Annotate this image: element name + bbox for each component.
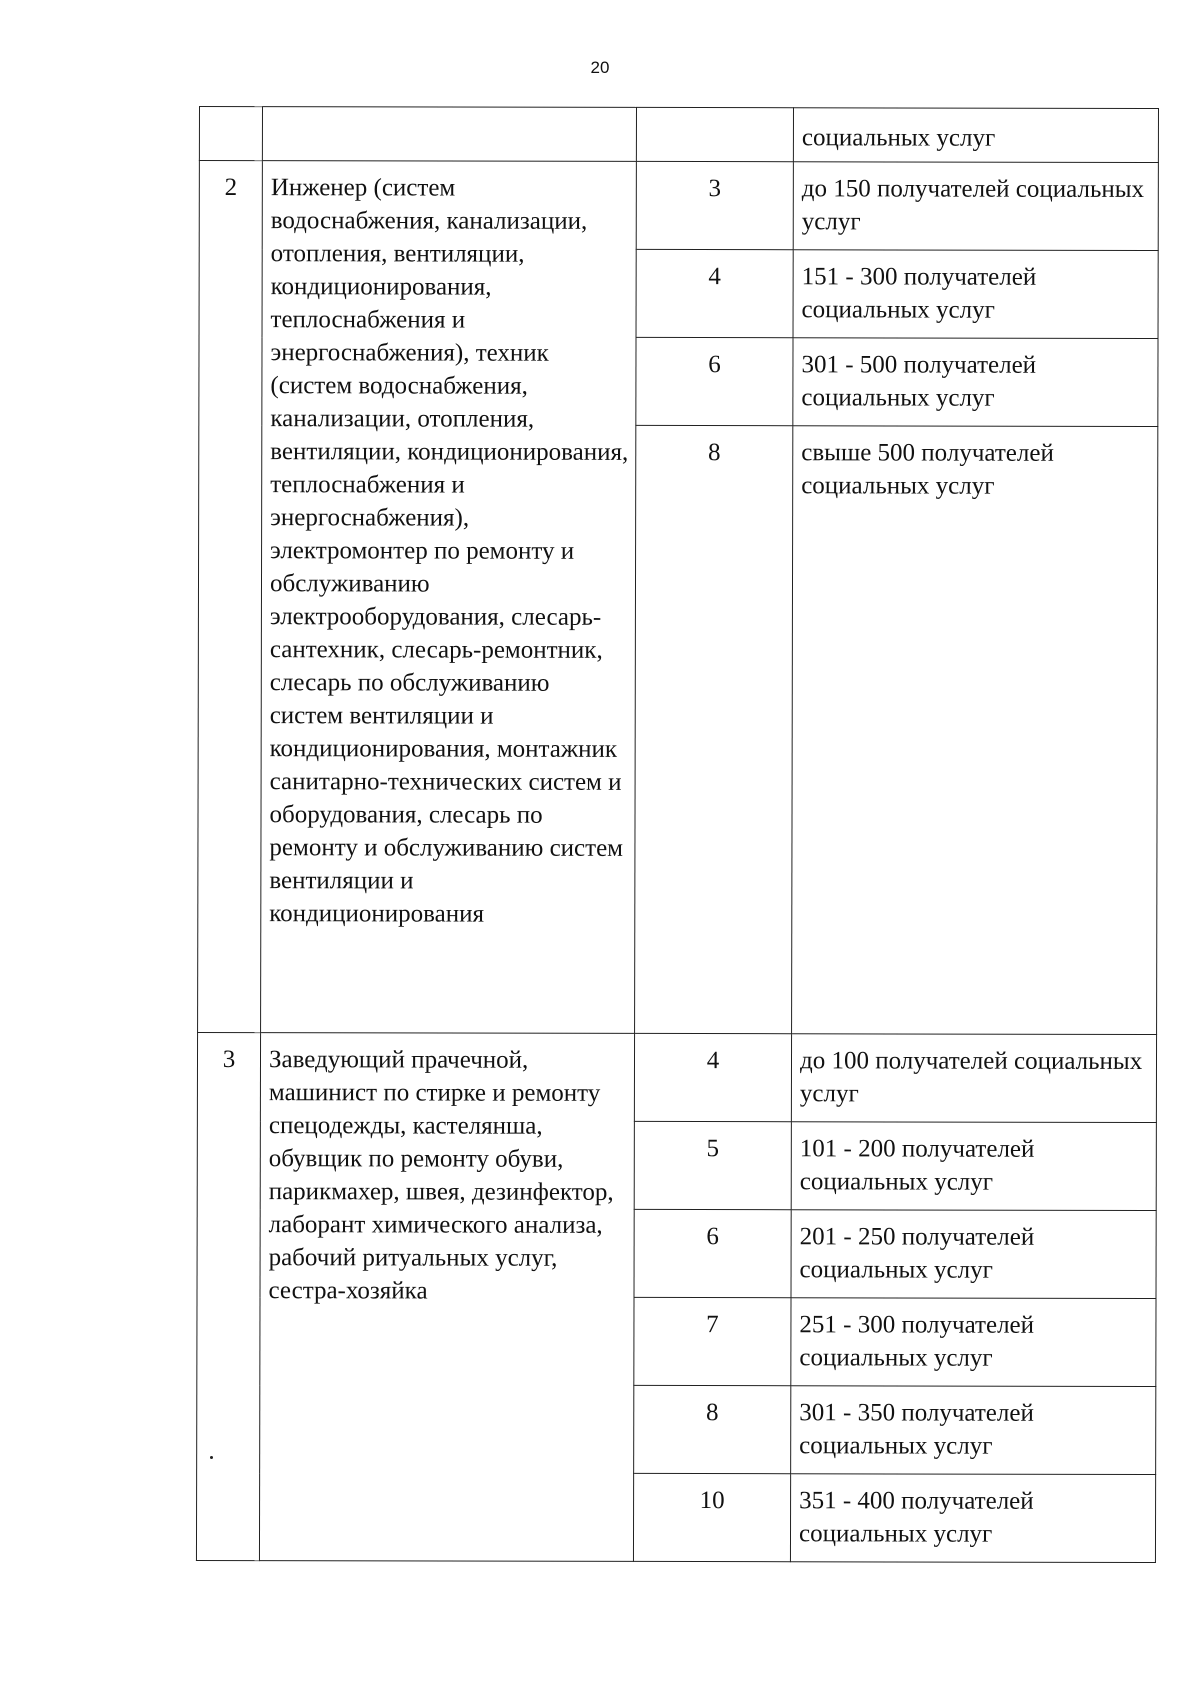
condition-cell: 301 - 500 получателей социальных услуг [793,338,1158,427]
condition-cell: 101 - 200 получателей социальных услуг [791,1122,1156,1211]
condition-cell: до 150 получателей социальных услуг [793,162,1158,251]
page-number: 20 [590,58,610,77]
number-cell: 3 [196,1032,260,1560]
points-cell: 6 [636,337,793,425]
table-row [197,1032,1156,1122]
number-cell: 2 [198,161,263,1033]
condition-cell: до 100 получателей социальных услуг [791,1034,1156,1123]
points-cell: 3 [636,161,793,249]
positions-cell [262,107,636,162]
table-row [199,161,1158,251]
staffing-table [196,106,1159,1563]
points-cell: 6 [634,1209,791,1297]
points-cell: 8 [634,1385,791,1473]
points-cell: 8 [635,425,793,1033]
condition-cell: 301 - 350 получателей социальных услуг [791,1386,1156,1475]
points-cell [636,107,793,161]
table-row [199,107,1158,163]
positions-cell: Заведующий прачечной, машинист по стирке и ремонту спецодежды, кастелянша, обувщик по ремонту обуви, парикмахер, швея, дезинфектор, лаборант химического анализа, рабочий ритуальных услуг, сестра-хозяйка [259,1033,634,1562]
condition-cell: 151 - 300 получателей социальных услуг [793,250,1158,339]
positions-cell: Инженер (систем водоснабжения, канализации, отопления, вентиляции, кондиционирования, теплоснабжения и энергоснабжения), техник (систем водоснабжения, канализации, отопления, вентиляции, кондиционирования, теплоснабжения и энергоснабжения), электромонтер по ремонту и обслуживанию электрооборудования, слесарь-сантехник, слесарь-ремонтник, слесарь по обслуживанию систем вентиляции и кондиционирования, монтажник санитарно-технических систем и оборудования, слесарь по ремонту и обслуживанию систем вентиляции и кондиционирования [261,161,637,1034]
points-cell: 5 [634,1121,791,1209]
condition-cell: 251 - 300 получателей социальных услуг [791,1298,1156,1387]
condition-cell: 201 - 250 получателей социальных услуг [791,1210,1156,1299]
points-cell: 4 [636,249,793,337]
number-cell [199,107,262,161]
scan-speck [210,1456,213,1459]
condition-cell: свыше 500 получателей социальных услуг [792,426,1158,1035]
condition-cell: социальных услуг [793,108,1158,163]
condition-cell: 351 - 400 получателей социальных услуг [790,1474,1155,1563]
points-cell: 4 [634,1033,791,1121]
points-cell: 7 [634,1297,791,1385]
points-cell: 10 [633,1473,790,1561]
